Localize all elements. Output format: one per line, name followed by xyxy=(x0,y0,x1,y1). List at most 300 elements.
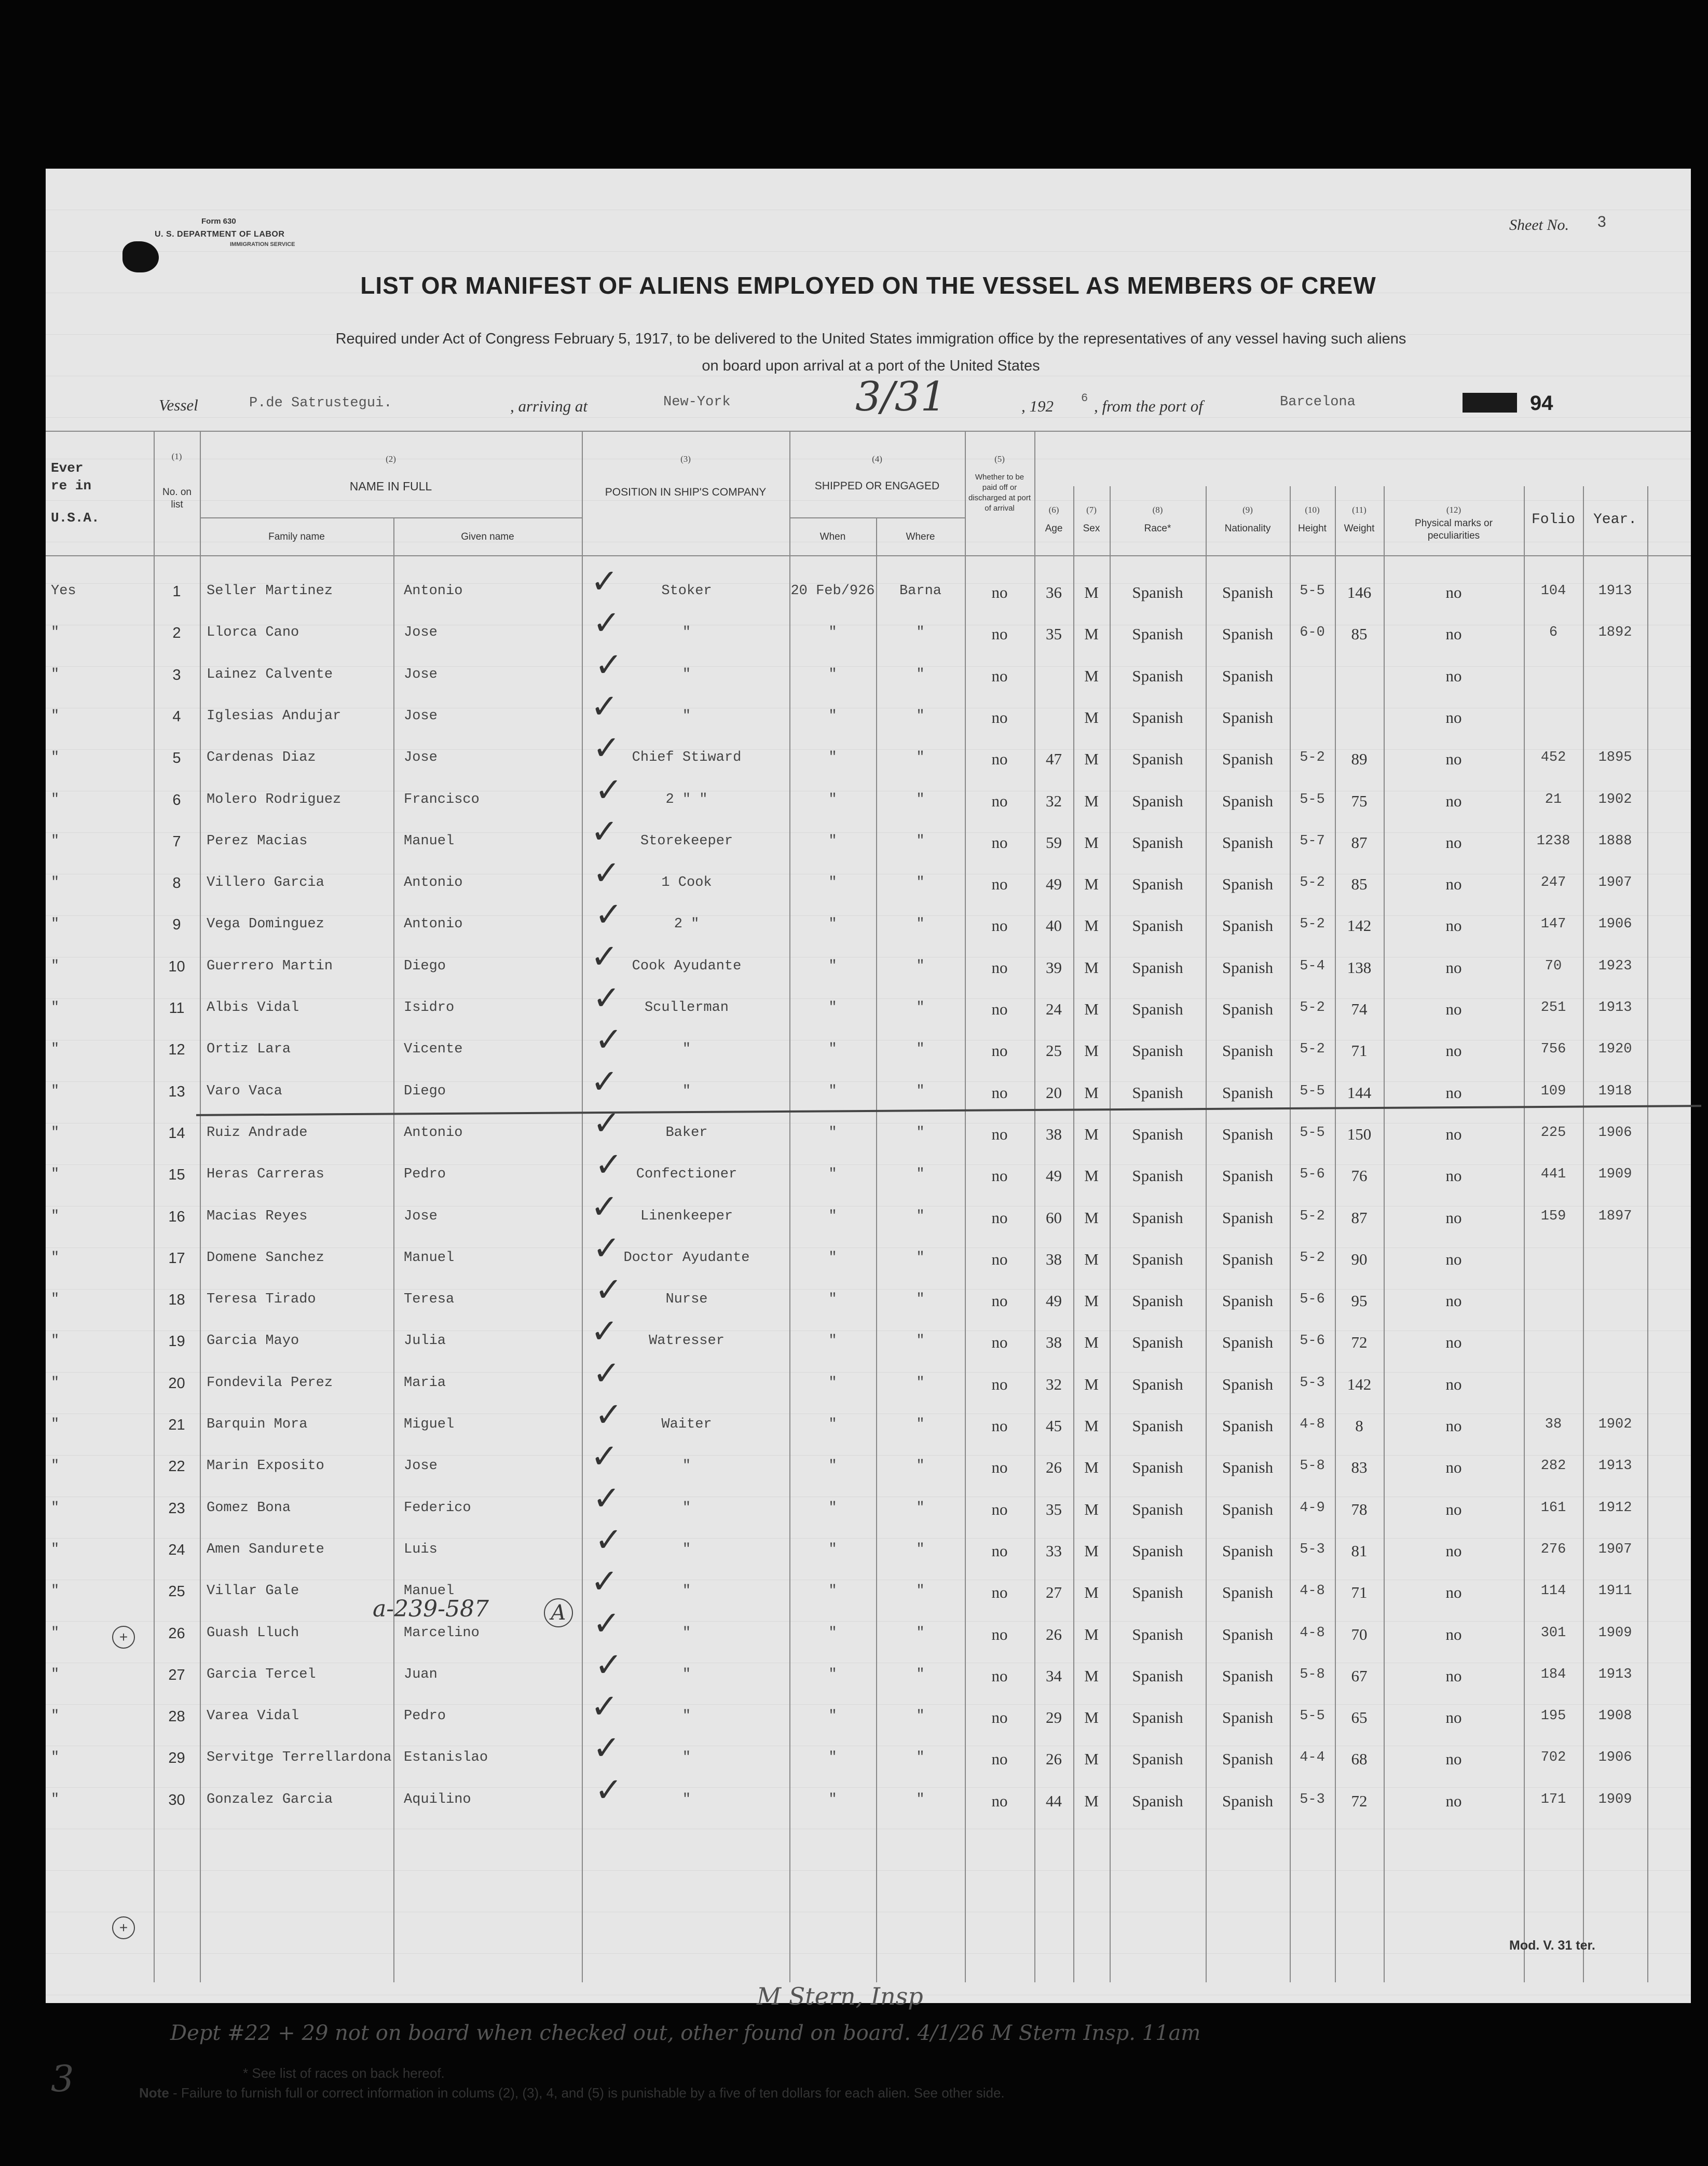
cell-weight: 72 xyxy=(1351,1333,1368,1352)
document-title: LIST OR MANIFEST OF ALIENS EMPLOYED ON THE VESSEL AS MEMBERS OF CREW xyxy=(360,272,1376,299)
cell-paid: no xyxy=(991,583,1008,601)
col-paid-off: Whether to be paid off or discharged at port of arrival xyxy=(968,473,1031,513)
table-row xyxy=(46,1729,1691,1780)
cell-race: Spanish xyxy=(1132,1375,1183,1393)
cell-prev: " xyxy=(51,1791,60,1807)
cell-where: " xyxy=(916,1083,925,1099)
cell-year: 1913 xyxy=(1598,1000,1632,1016)
cell-where: " xyxy=(916,1208,925,1224)
cell-given: Manuel xyxy=(404,1583,455,1599)
check-mark: ✓ xyxy=(595,1021,623,1060)
cell-given: Julia xyxy=(404,1333,446,1349)
cell-nationality: Spanish xyxy=(1222,1250,1274,1268)
cell-paid: no xyxy=(991,750,1008,769)
col-list-number: No. on list xyxy=(162,487,192,510)
cell-position: " xyxy=(682,1666,691,1682)
cell-sex: M xyxy=(1084,1333,1099,1352)
cell-marks: no xyxy=(1445,583,1462,601)
cell-height: 5-5 xyxy=(1300,791,1325,807)
cell-when: " xyxy=(828,1417,837,1432)
check-mark: ✓ xyxy=(591,563,619,601)
cell-marks: no xyxy=(1445,1208,1462,1227)
cell-when: " xyxy=(828,1583,837,1599)
cell-prev: " xyxy=(51,708,60,724)
table-row xyxy=(46,604,1691,655)
cell-position: " xyxy=(682,1791,691,1807)
cell-marks: no xyxy=(1445,916,1462,935)
cell-folio: 21 xyxy=(1545,791,1562,807)
table-row xyxy=(46,1271,1691,1322)
cell-family: Villero Garcia xyxy=(207,875,324,891)
cell-weight: 138 xyxy=(1347,958,1372,977)
cell-given: Jose xyxy=(404,625,438,641)
cell-height: 4-9 xyxy=(1300,1500,1325,1516)
cell-paid: no xyxy=(991,1500,1008,1518)
col-folio: Folio xyxy=(1531,512,1575,528)
cell-position: 1 Cook xyxy=(661,875,712,891)
cell-when: " xyxy=(828,1708,837,1724)
cell-year: 1907 xyxy=(1598,875,1632,891)
cell-when: " xyxy=(828,1625,837,1641)
cell-marks: no xyxy=(1445,625,1462,643)
cell-position: 2 " " xyxy=(665,791,708,807)
cell-paid: no xyxy=(991,791,1008,810)
cell-prev: " xyxy=(51,1708,60,1724)
cell-marks: no xyxy=(1445,1000,1462,1018)
cell-race: Spanish xyxy=(1132,1458,1183,1477)
form-number: Form 630 xyxy=(201,217,236,226)
inspector-signature: M Stern, Insp xyxy=(757,1982,923,2010)
cell-weight: 150 xyxy=(1347,1125,1372,1143)
cell-paid: no xyxy=(991,958,1008,977)
cell-no: 9 xyxy=(172,916,181,934)
cell-year: 1892 xyxy=(1598,625,1632,641)
cell-prev: " xyxy=(51,1083,60,1099)
cell-when: " xyxy=(828,1208,837,1224)
cell-race: Spanish xyxy=(1132,1041,1183,1060)
cell-given: Estanislao xyxy=(404,1750,488,1766)
cell-sex: M xyxy=(1084,1583,1099,1602)
cell-height: 5-3 xyxy=(1300,1791,1325,1807)
cell-prev: " xyxy=(51,916,60,933)
cell-sex: M xyxy=(1084,1625,1099,1643)
table-row xyxy=(46,1646,1691,1697)
cell-no: 8 xyxy=(172,875,181,892)
table-row xyxy=(46,563,1691,613)
cell-year: 1902 xyxy=(1598,1417,1632,1432)
cell-when: " xyxy=(828,750,837,766)
cell-given: Pedro xyxy=(404,1708,446,1724)
cell-weight: 72 xyxy=(1351,1791,1368,1810)
cell-position: Confectioner xyxy=(636,1167,737,1183)
table-top-line xyxy=(46,431,1691,432)
cell-nationality: Spanish xyxy=(1222,583,1274,601)
cell-age: 49 xyxy=(1046,1292,1062,1310)
cell-height: 5-3 xyxy=(1300,1541,1325,1557)
check-mark: ✓ xyxy=(591,1437,619,1476)
cell-when: " xyxy=(828,916,837,933)
check-mark: ✓ xyxy=(591,687,619,726)
cell-family: Servitge Terrellardona xyxy=(207,1750,392,1766)
col-4-number: (4) xyxy=(872,454,882,464)
cell-race: Spanish xyxy=(1132,666,1183,685)
cell-family: Teresa Tirado xyxy=(207,1292,316,1308)
arrival-date: 3/31 xyxy=(855,374,947,420)
check-mark: ✓ xyxy=(591,1312,619,1351)
cell-paid: no xyxy=(991,1167,1008,1185)
cell-marks: no xyxy=(1445,1333,1462,1352)
row-29-circle-mark: + xyxy=(112,1916,135,1939)
cell-paid: no xyxy=(991,1458,1008,1477)
cell-prev: " xyxy=(51,875,60,891)
cell-age: 49 xyxy=(1046,1167,1062,1185)
cell-height: 5-4 xyxy=(1300,958,1325,974)
cell-sex: M xyxy=(1084,666,1099,685)
cell-where: " xyxy=(916,1292,925,1308)
cell-family: Albis Vidal xyxy=(207,1000,299,1016)
check-mark: ✓ xyxy=(593,854,621,893)
cell-given: Federico xyxy=(404,1500,471,1516)
cell-family: Guerrero Martin xyxy=(207,958,333,974)
cell-marks: no xyxy=(1445,1125,1462,1143)
table-row xyxy=(46,1146,1691,1197)
cell-where: " xyxy=(916,1333,925,1349)
check-mark: ✓ xyxy=(591,1062,619,1101)
table-row xyxy=(46,1688,1691,1738)
cell-family: Fondevila Perez xyxy=(207,1375,333,1391)
cell-prev: " xyxy=(51,1458,60,1474)
prev-in-usa-line-3: U.S.A. xyxy=(51,510,100,526)
cell-nationality: Spanish xyxy=(1222,791,1274,810)
cell-where: " xyxy=(916,833,925,849)
cell-weight: 87 xyxy=(1351,833,1368,852)
cell-year: 1913 xyxy=(1598,1666,1632,1682)
cell-folio: 441 xyxy=(1540,1167,1566,1183)
cell-height: 4-8 xyxy=(1300,1625,1325,1641)
cell-race: Spanish xyxy=(1132,1541,1183,1560)
check-mark: ✓ xyxy=(593,1604,621,1643)
cell-prev: " xyxy=(51,1500,60,1516)
cell-sex: M xyxy=(1084,583,1099,601)
cell-position: " xyxy=(682,1500,691,1516)
cell-age: 38 xyxy=(1046,1250,1062,1268)
cell-position: " xyxy=(682,1583,691,1599)
cell-prev: Yes xyxy=(51,583,76,599)
col-name-in-full: NAME IN FULL xyxy=(349,479,432,493)
cell-given: Jose xyxy=(404,666,438,682)
cell-where: " xyxy=(916,1167,925,1183)
cell-paid: no xyxy=(991,1208,1008,1227)
cell-where: " xyxy=(916,1458,925,1474)
cell-where: " xyxy=(916,958,925,974)
cell-given: Francisco xyxy=(404,791,480,807)
cell-no: 30 xyxy=(168,1791,185,1808)
col-physical-marks: Physical marks or peculiarities xyxy=(1415,518,1493,541)
cell-nationality: Spanish xyxy=(1222,1208,1274,1227)
cell-folio: 184 xyxy=(1540,1666,1566,1682)
cell-year: 1888 xyxy=(1598,833,1632,849)
cell-no: 4 xyxy=(172,708,181,725)
cell-sex: M xyxy=(1084,1041,1099,1060)
cell-no: 10 xyxy=(168,958,185,975)
cell-race: Spanish xyxy=(1132,1000,1183,1018)
cell-position: Linenkeeper xyxy=(640,1208,733,1224)
cell-family: Macias Reyes xyxy=(207,1208,308,1224)
cell-marks: no xyxy=(1445,1791,1462,1810)
cell-race: Spanish xyxy=(1132,916,1183,935)
cell-prev: " xyxy=(51,666,60,682)
cell-year: 1913 xyxy=(1598,1458,1632,1474)
cell-prev: " xyxy=(51,1333,60,1349)
cell-nationality: Spanish xyxy=(1222,1417,1274,1435)
cell-age: 38 xyxy=(1046,1333,1062,1352)
cell-given: Antonio xyxy=(404,583,463,599)
cell-nationality: Spanish xyxy=(1222,625,1274,643)
cell-prev: " xyxy=(51,833,60,849)
cell-race: Spanish xyxy=(1132,1666,1183,1685)
cell-race: Spanish xyxy=(1132,1417,1183,1435)
cell-paid: no xyxy=(991,1292,1008,1310)
cell-marks: no xyxy=(1445,1708,1462,1727)
cell-weight: 71 xyxy=(1351,1041,1368,1060)
cell-family: Ruiz Andrade xyxy=(207,1125,308,1141)
cell-position: " xyxy=(682,666,691,682)
check-mark: ✓ xyxy=(591,1187,619,1226)
cell-age: 26 xyxy=(1046,1458,1062,1477)
subtitle-line-2: on board upon arrival at a port of the United States xyxy=(702,358,1040,374)
col-weight: Weight xyxy=(1344,523,1375,534)
cell-family: Varea Vidal xyxy=(207,1708,299,1724)
check-mark: ✓ xyxy=(593,604,621,643)
cell-when: " xyxy=(828,958,837,974)
cell-weight: 142 xyxy=(1347,1375,1372,1393)
cell-nationality: Spanish xyxy=(1222,1583,1274,1602)
cell-nationality: Spanish xyxy=(1222,708,1274,726)
cell-nationality: Spanish xyxy=(1222,1500,1274,1518)
cell-height: 5-8 xyxy=(1300,1666,1325,1682)
col-height: Height xyxy=(1298,523,1327,534)
table-row xyxy=(46,896,1691,947)
cell-when: " xyxy=(828,625,837,641)
cell-prev: " xyxy=(51,1417,60,1432)
cell-marks: no xyxy=(1445,1375,1462,1393)
cell-no: 3 xyxy=(172,666,181,683)
cell-nationality: Spanish xyxy=(1222,875,1274,894)
cell-given: Jose xyxy=(404,1208,438,1224)
cell-sex: M xyxy=(1084,1292,1099,1310)
cell-given: Jose xyxy=(404,750,438,766)
table-row xyxy=(46,1187,1691,1239)
cell-position: Scullerman xyxy=(644,1000,729,1016)
cell-family: Varo Vaca xyxy=(207,1083,282,1099)
cell-family: Guash Lluch xyxy=(207,1625,299,1641)
cell-folio: 70 xyxy=(1545,958,1562,974)
cell-sex: M xyxy=(1084,791,1099,810)
cell-paid: no xyxy=(991,875,1008,894)
table-row xyxy=(46,979,1691,1030)
arriving-label: , arriving at xyxy=(510,397,587,415)
cell-folio: 109 xyxy=(1540,1083,1566,1099)
cell-prev: " xyxy=(51,750,60,766)
cell-race: Spanish xyxy=(1132,1750,1183,1769)
cell-no: 7 xyxy=(172,833,181,850)
cell-position: Nurse xyxy=(665,1292,708,1308)
cell-marks: no xyxy=(1445,1666,1462,1685)
cell-marks: no xyxy=(1445,1167,1462,1185)
cell-folio: 38 xyxy=(1545,1417,1562,1432)
sub-header-line xyxy=(789,517,965,518)
cell-no: 1 xyxy=(172,583,181,600)
cell-family: Gonzalez Garcia xyxy=(207,1791,333,1807)
cell-paid: no xyxy=(991,1000,1008,1018)
cell-sex: M xyxy=(1084,1167,1099,1185)
col-year: Year. xyxy=(1593,512,1637,528)
cell-sex: M xyxy=(1084,708,1099,726)
cell-given: Maria xyxy=(404,1375,446,1391)
cell-height: 5-2 xyxy=(1300,1250,1325,1266)
cell-family: Villar Gale xyxy=(207,1583,299,1599)
cell-family: Llorca Cano xyxy=(207,625,299,641)
cell-sex: M xyxy=(1084,1666,1099,1685)
check-mark: ✓ xyxy=(595,646,623,684)
cell-nationality: Spanish xyxy=(1222,750,1274,769)
col-race: Race* xyxy=(1144,523,1171,534)
table-row xyxy=(46,812,1691,863)
cell-nationality: Spanish xyxy=(1222,1041,1274,1060)
cell-given: Jose xyxy=(404,1458,438,1474)
header-bottom-line xyxy=(46,555,1691,556)
cell-when: 20 Feb/926 xyxy=(790,583,875,599)
check-mark: ✓ xyxy=(593,1354,621,1393)
table-row xyxy=(46,1229,1691,1280)
table-row xyxy=(46,1479,1691,1530)
check-mark: ✓ xyxy=(593,1229,621,1268)
cell-marks: no xyxy=(1445,1083,1462,1102)
cell-age: 34 xyxy=(1046,1666,1062,1685)
cell-race: Spanish xyxy=(1132,1083,1183,1102)
cell-paid: no xyxy=(991,1375,1008,1393)
cell-position: " xyxy=(682,708,691,724)
cell-folio: 247 xyxy=(1540,875,1566,891)
col-7-number: (7) xyxy=(1086,505,1097,515)
cell-folio: 114 xyxy=(1540,1583,1566,1599)
margin-number: 3 xyxy=(51,2058,74,2100)
cell-folio: 225 xyxy=(1540,1125,1566,1141)
cell-given: Vicente xyxy=(404,1041,463,1058)
cell-no: 22 xyxy=(168,1458,185,1475)
cell-folio: 452 xyxy=(1540,750,1566,766)
cell-marks: no xyxy=(1445,1458,1462,1477)
cell-race: Spanish xyxy=(1132,1791,1183,1810)
cell-race: Spanish xyxy=(1132,875,1183,894)
list-number: 94 xyxy=(1530,392,1553,415)
cell-paid: no xyxy=(991,1083,1008,1102)
cell-where: " xyxy=(916,1708,925,1724)
subtitle-line-1: Required under Act of Congress February 5, 1917, to be delivered to the United States immigration office by the representatives of any vessel having such aliens xyxy=(335,331,1406,347)
cell-folio: 195 xyxy=(1540,1708,1566,1724)
table-row xyxy=(46,1520,1691,1572)
cell-age: 29 xyxy=(1046,1708,1062,1727)
cell-sex: M xyxy=(1084,1750,1099,1769)
cell-weight: 67 xyxy=(1351,1666,1368,1685)
cell-age: 38 xyxy=(1046,1125,1062,1143)
cell-height: 5-2 xyxy=(1300,750,1325,766)
penalty-note xyxy=(139,2085,1005,2101)
cell-height: 4-8 xyxy=(1300,1417,1325,1432)
cell-height: 4-8 xyxy=(1300,1583,1325,1599)
races-note: * See list of races on back hereof. xyxy=(243,2065,445,2081)
cell-given: Manuel xyxy=(404,1250,455,1266)
cell-where: " xyxy=(916,1791,925,1807)
cell-nationality: Spanish xyxy=(1222,1541,1274,1560)
cell-folio: 6 xyxy=(1549,625,1558,641)
cell-nationality: Spanish xyxy=(1222,1375,1274,1393)
col-10-number: (10) xyxy=(1305,505,1320,515)
cell-folio: 251 xyxy=(1540,1000,1566,1016)
table-row xyxy=(46,1354,1691,1405)
cell-year: 1923 xyxy=(1598,958,1632,974)
cell-sex: M xyxy=(1084,1125,1099,1143)
cell-age: 60 xyxy=(1046,1208,1062,1227)
cell-nationality: Spanish xyxy=(1222,916,1274,935)
cell-paid: no xyxy=(991,1708,1008,1727)
cell-where: " xyxy=(916,625,925,641)
table-row xyxy=(46,1437,1691,1488)
form-model: Mod. V. 31 ter. xyxy=(1509,1938,1595,1953)
cell-weight: 89 xyxy=(1351,750,1368,769)
service: IMMIGRATION SERVICE xyxy=(230,241,295,248)
cell-paid: no xyxy=(991,916,1008,935)
cell-weight: 76 xyxy=(1351,1167,1368,1185)
cell-prev: " xyxy=(51,1750,60,1766)
cell-marks: no xyxy=(1445,791,1462,810)
cell-when: " xyxy=(828,1500,837,1516)
cell-age: 39 xyxy=(1046,958,1062,977)
cell-where: " xyxy=(916,875,925,891)
cell-year: 1906 xyxy=(1598,1750,1632,1766)
cell-height: 5-6 xyxy=(1300,1292,1325,1308)
prev-in-usa-header xyxy=(51,459,149,527)
cell-marks: no xyxy=(1445,833,1462,852)
cell-marks: no xyxy=(1445,666,1462,685)
cell-where: " xyxy=(916,750,925,766)
cell-no: 16 xyxy=(168,1208,185,1225)
cell-age: 49 xyxy=(1046,875,1062,894)
cell-given: Antonio xyxy=(404,916,463,933)
cell-weight: 70 xyxy=(1351,1625,1368,1643)
cell-family: Garcia Mayo xyxy=(207,1333,299,1349)
cell-year: 1906 xyxy=(1598,916,1632,933)
cell-weight: 83 xyxy=(1351,1458,1368,1477)
check-mark: ✓ xyxy=(591,937,619,976)
cell-height: 5-2 xyxy=(1300,1041,1325,1058)
cell-family: Seller Martinez xyxy=(207,583,333,599)
cell-nationality: Spanish xyxy=(1222,1791,1274,1810)
check-mark: ✓ xyxy=(595,1271,623,1310)
row-22-circle-mark: + xyxy=(112,1626,135,1649)
cell-paid: no xyxy=(991,1541,1008,1560)
check-mark: ✓ xyxy=(591,1562,619,1601)
cell-age: 35 xyxy=(1046,1500,1062,1518)
cell-marks: no xyxy=(1445,1625,1462,1643)
cell-nationality: Spanish xyxy=(1222,666,1274,685)
check-mark: ✓ xyxy=(593,1729,621,1768)
cell-no: 26 xyxy=(168,1625,185,1642)
cell-weight: 71 xyxy=(1351,1583,1368,1602)
col-position: POSITION IN SHIP'S COMPANY xyxy=(605,486,767,498)
cell-prev: " xyxy=(51,1167,60,1183)
cell-family: Heras Carreras xyxy=(207,1167,324,1183)
